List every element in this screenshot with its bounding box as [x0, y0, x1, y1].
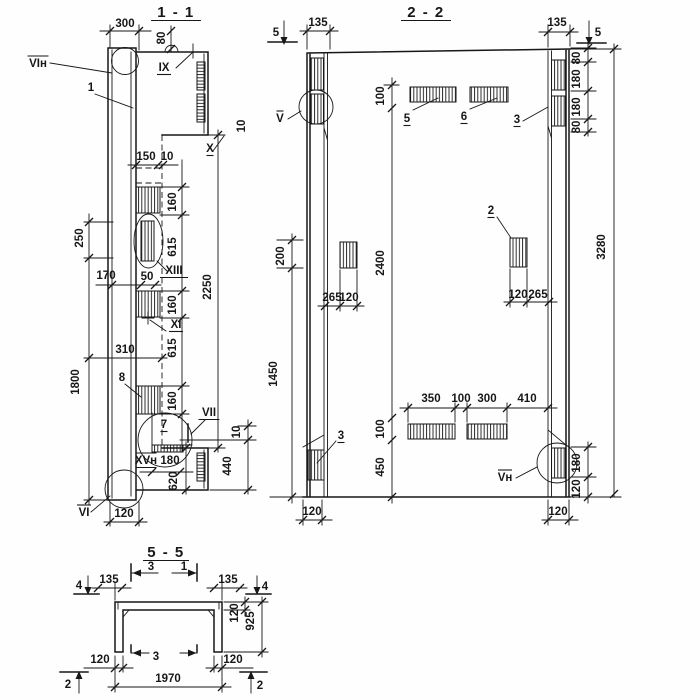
ref-XIII: XIII — [165, 265, 183, 277]
plate-5 — [410, 87, 456, 102]
embed-plate — [141, 221, 154, 261]
section-title-2-2: 2 - 2 — [407, 4, 445, 21]
arrow-left-3top — [133, 570, 142, 577]
ref-2: 2 — [487, 205, 495, 217]
rib-plate — [311, 94, 324, 124]
dim-120-5bl: 120 — [90, 654, 110, 666]
marker-5-right: 5 — [594, 27, 602, 39]
dim-410: 410 — [517, 393, 537, 405]
dim-135-5l: 135 — [99, 574, 119, 586]
dim-160-c: 160 — [167, 391, 179, 411]
ref-XVn: XVн — [134, 455, 158, 467]
dim-450: 450 — [375, 457, 387, 477]
section-title-1-1: 1 - 1 — [157, 4, 195, 21]
dim-170: 170 — [96, 270, 116, 282]
dim-150: 150 — [136, 151, 156, 163]
dim-100-bot: 100 — [375, 419, 387, 439]
cut-marker-bars — [268, 42, 606, 43]
dim-10-flange: 10 — [236, 119, 248, 133]
dim-120-pl: 120 — [339, 292, 359, 304]
embed-plate — [136, 187, 160, 213]
marker-3-bottom: 3 — [152, 651, 160, 663]
marker-2-left: 2 — [64, 679, 72, 691]
plate-2 — [510, 238, 527, 267]
marker-5-left: 5 — [272, 27, 280, 39]
dim-615-a: 615 — [167, 237, 179, 257]
dim-50: 50 — [140, 271, 154, 283]
dim-3280: 3280 — [596, 234, 608, 260]
cut-line-ticks — [131, 564, 197, 652]
dim-615-b: 615 — [167, 338, 179, 358]
dim-120-br: 120 — [571, 479, 583, 499]
ref-VII: VII — [201, 407, 217, 419]
embed-plate — [136, 386, 160, 414]
ref-VI-bottom: VI — [78, 507, 90, 519]
dim-120-p2: 120 — [508, 289, 528, 301]
dim-180-s1: 180 — [160, 455, 180, 467]
dim-1800: 1800 — [70, 369, 82, 395]
ref-6: 6 — [460, 111, 468, 123]
dim-180-br: 180 — [571, 453, 583, 473]
marker-3-top: 3 — [147, 561, 155, 573]
ref-VIn-top: VIн — [29, 58, 47, 70]
dim-250: 250 — [74, 228, 86, 248]
dim-350: 350 — [421, 393, 441, 405]
ref-3-top: 3 — [513, 114, 521, 126]
rib-plate-bl — [308, 450, 324, 480]
ref-3-bottom: 3 — [337, 430, 345, 442]
dim-135-r: 135 — [547, 17, 567, 29]
ref-7: 7 — [160, 419, 168, 431]
edge-strip — [197, 94, 205, 122]
dim-120-brr: 120 — [548, 506, 568, 518]
ref-IX: IX — [158, 62, 170, 74]
plate-mid-left — [340, 242, 357, 268]
ref-XI: XI — [170, 319, 182, 331]
dim-180-a: 180 — [571, 69, 583, 89]
dim-300-row: 300 — [477, 393, 497, 405]
dim-440: 440 — [222, 456, 234, 476]
ref-1: 1 — [87, 82, 95, 94]
dim-300: 300 — [115, 18, 135, 30]
detail-circle-VI — [105, 470, 143, 508]
ref-V: V — [276, 113, 284, 125]
marker-4-right: 4 — [261, 581, 269, 593]
marker-1-top: 1 — [180, 561, 188, 573]
weld-strip — [152, 445, 183, 452]
dim-10-step: 10 — [160, 151, 174, 163]
dim-2400: 2400 — [375, 250, 387, 276]
dim-160-a: 160 — [167, 192, 179, 212]
dim-160-b: 160 — [167, 295, 179, 315]
marker-2-right: 2 — [256, 680, 264, 692]
dim-310: 310 — [115, 344, 135, 356]
dim-2250: 2250 — [202, 274, 214, 300]
dim-80-a: 80 — [571, 51, 583, 65]
dim-200: 200 — [275, 246, 287, 266]
cut-marker-lines — [131, 573, 197, 653]
dim-120-s1: 120 — [114, 508, 134, 520]
dim-120-bl: 120 — [302, 506, 322, 518]
ref-Vn: Vн — [497, 472, 513, 484]
detail-circle-VIn — [112, 48, 139, 75]
rib-plate — [311, 58, 324, 90]
section-title-5-5: 5 - 5 — [147, 544, 185, 561]
dim-265-p2: 265 — [528, 289, 548, 301]
edge-strip — [197, 62, 205, 90]
dim-10-bottom: 10 — [231, 425, 243, 439]
plate-low-a — [408, 424, 455, 439]
dim-1450: 1450 — [268, 361, 280, 387]
leader-lines — [288, 98, 548, 478]
dim-925: 925 — [245, 611, 257, 631]
plate-low-b — [467, 424, 507, 439]
dim-80: 80 — [156, 31, 168, 45]
dim-620: 620 — [168, 471, 180, 491]
dim-265-pl: 265 — [322, 292, 342, 304]
dim-180-b: 180 — [571, 97, 583, 117]
ref-X: X — [206, 143, 214, 155]
dim-120-5br: 120 — [223, 654, 243, 666]
rib-plate-br — [552, 448, 566, 478]
arrow-left-3bot — [133, 650, 142, 657]
dim-100-row: 100 — [451, 393, 471, 405]
dim-120-fl: 120 — [229, 603, 241, 623]
arrow-right-1top — [188, 570, 197, 577]
arrow-down-left — [281, 37, 288, 45]
dim-100-top: 100 — [375, 86, 387, 106]
arrow-right-1bot — [188, 650, 197, 657]
ref-8: 8 — [118, 372, 126, 384]
section-2-2-drawing — [268, 21, 621, 525]
plate-6 — [470, 87, 508, 102]
ref-5: 5 — [403, 113, 411, 125]
dim-135-l: 135 — [308, 17, 328, 29]
rib-plate — [552, 60, 566, 90]
marker-4-left: 4 — [75, 580, 83, 592]
edge-strip — [197, 453, 205, 481]
dim-80-b: 80 — [571, 120, 583, 134]
dim-135-5r: 135 — [218, 574, 238, 586]
dim-1970: 1970 — [155, 673, 181, 685]
rib-plate — [552, 96, 566, 126]
